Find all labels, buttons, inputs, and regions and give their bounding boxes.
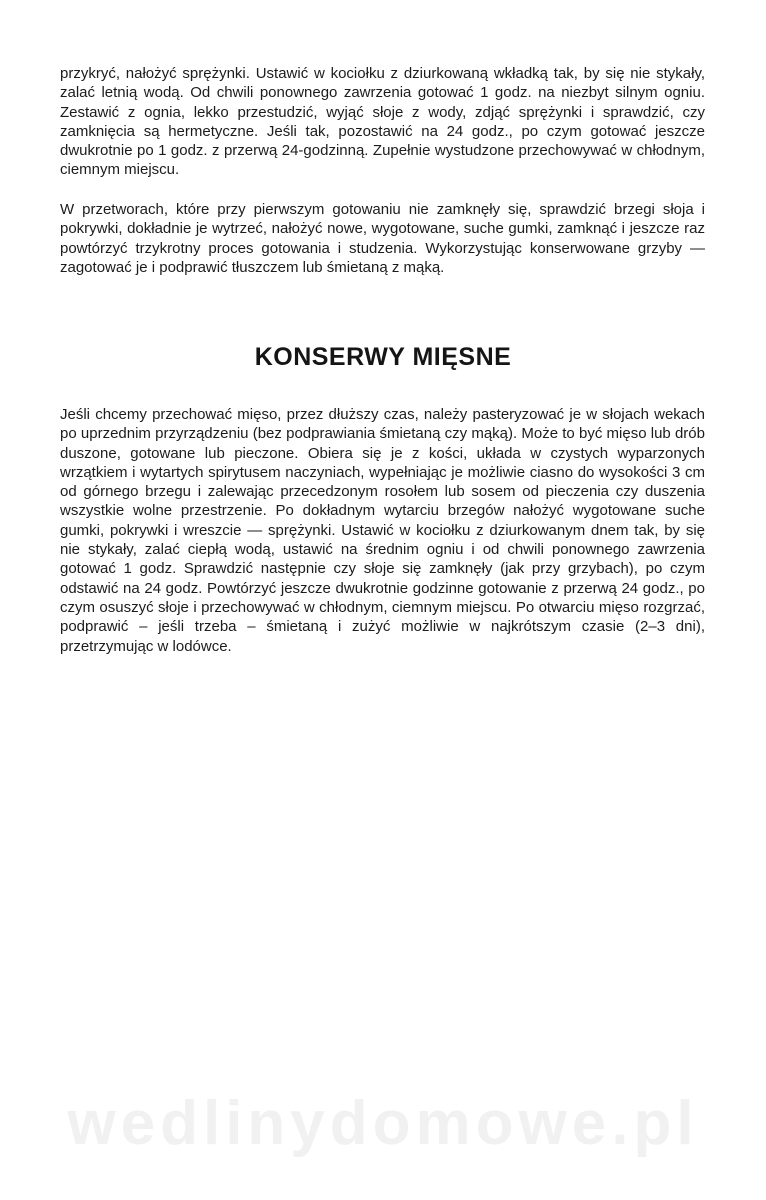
- paragraph-konserwy-miesne: Jeśli chcemy przechować mięso, przez dłuższy czas, należy pasteryzować je w słojach wekach po uprzednim przyrządzeniu (bez podprawiania śmietaną czy mąką). Może to być mięso lub drób duszone, gotowane lub pieczone. Obiera się je z kości, układa w czystych wyparzonych wrzątkiem i wytartych spirytusem naczyniach, wypełniając je możliwie ciasno do wysokości 3 cm od górnego brzegu i zalewając przecedzonym rosołem lub sosem od pieczenia czy duszenia wszystkie wolne przestrzenie. Po dokładnym wytarciu brzegów nałożyć wygotowane suche gumki, pokrywki i wreszcie — sprężynki. Ustawić w kociołku z dziurkowanym dnem tak, by się nie stykały, zalać ciepłą wodą, ustawić na średnim ogniu i od chwili ponownego zawrzenia gotować 1 godz. Sprawdzić następnie czy słoje się zamknęły (jak przy grzybach), po czym odstawić na 24 godz. Powtórzyć jeszcze dwukrotnie godzinne gotowanie z przerwą 24 godz., po czym osuszyć słoje i przechowywać w chłodnym, ciemnym miejscu. Po otwarciu mięso rozgrzać, podprawić – jeśli trzeba – śmietaną i zużyć możliwie w najkrótszym czasie (2–3 dni), przetrzymując w lodówce.: [60, 406, 705, 655]
- watermark: wedlinydomowe.pl: [67, 1089, 699, 1158]
- section-heading: KONSERWY MIĘSNE: [254, 343, 512, 371]
- paragraph-grzyby-niezamkniete: W przetworach, które przy pierwszym gotowaniu nie zamknęły się, sprawdzić brzegi słoja i pokrywki, dokładnie je wytrzeć, nałożyć nowe, wygotowane, suche gumki, zamknąć i jeszcze raz powtórzyć trzykrotny proces gotowania i studzenia. Wykorzystując konserwowane grzyby — zagotować je i podprawić tłuszczem lub śmietaną z mąką.: [60, 201, 705, 276]
- paragraph-grzyby-pasteryzacja: przykryć, nałożyć sprężynki. Ustawić w kociołku z dziurkowaną wkładką tak, by się nie stykały, zalać letnią wodą. Od chwili ponownego zawrzenia gotować 1 godz. na niezbyt silnym ogniu. Zestawić z ognia, lekko przestudzić, wyjąć słoje z wody, zdjąć sprężynki i sprawdzić, czy zamknięcia są hermetyczne. Jeśli tak, pozostawić na 24 godz., po czym gotować jeszcze dwukrotnie po 1 godz. z przerwą 24-godzinną. Zupełnie wystudzone przechowywać w chłodnym, ciemnym miejscu.: [60, 65, 705, 179]
